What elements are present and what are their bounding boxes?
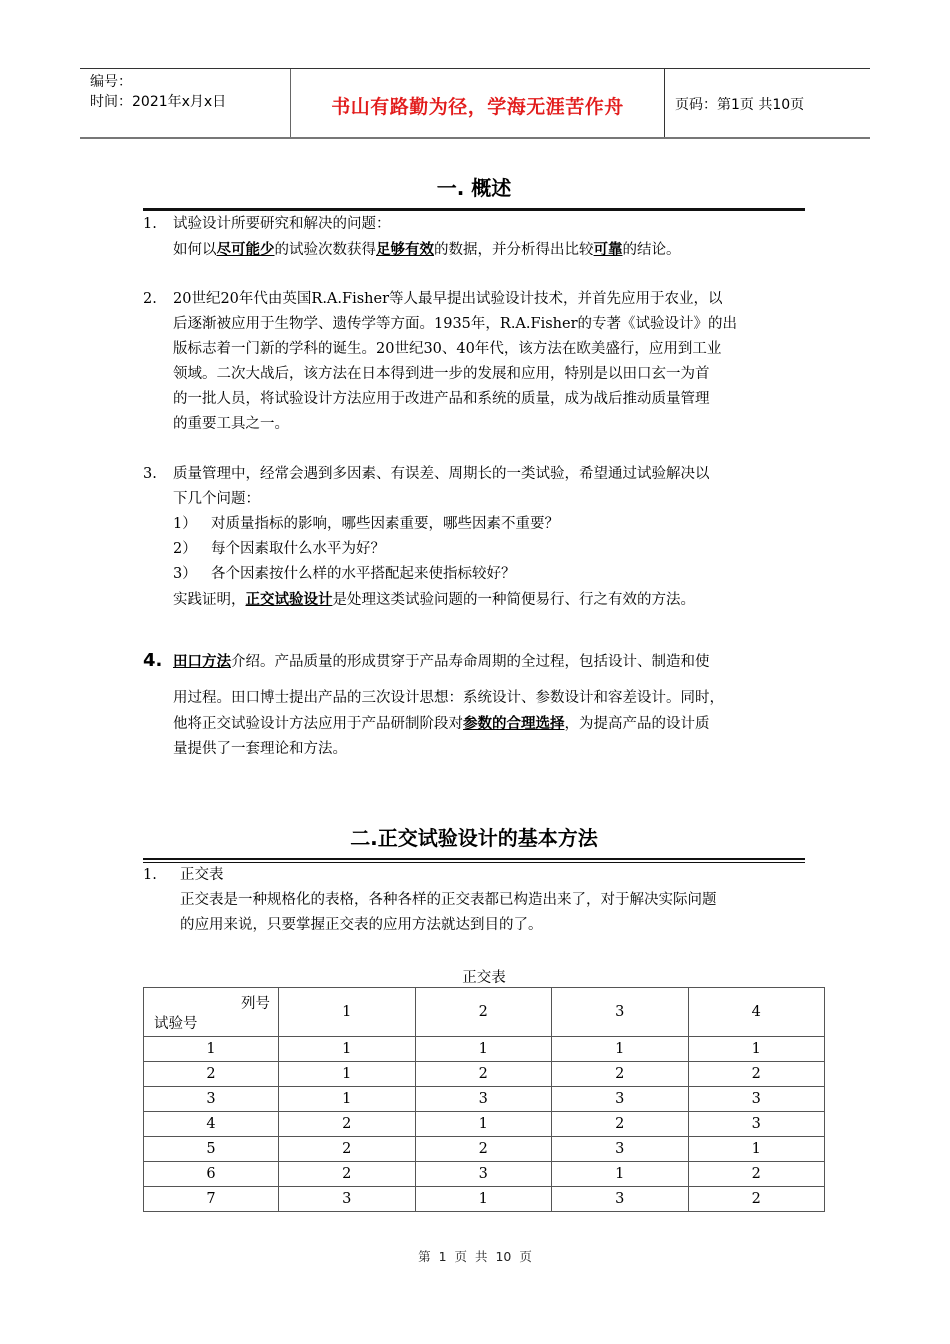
table-cell: 3 [415, 1087, 552, 1112]
text: 他将正交试验设计方法应用于产品研制阶段对 [173, 716, 463, 732]
table-cell: 3 [688, 1087, 825, 1112]
item-4-line-2: 用过程。田口博士提出产品的三次设计思想：系统设计、参数设计和容差设计。同时， [173, 690, 724, 706]
table-cell: 2 [279, 1112, 416, 1137]
item-2-line: 领域。二次大战后，该方法在日本得到进一步的发展和应用，特别是以田口玄一为首 [173, 366, 710, 382]
item-1-number: 1. [143, 216, 157, 232]
sub-item-text: 各个因素按什么样的水平搭配起来使指标较好？ [211, 566, 516, 582]
table-cell: 3 [552, 1087, 689, 1112]
item-2-text [173, 287, 813, 437]
table-cell: 2 [552, 1112, 689, 1137]
table-cell: 2 [415, 1062, 552, 1087]
column-header: 1 [279, 988, 416, 1037]
section-1-rule [143, 208, 805, 211]
section-1-title: 一. 概述 [436, 176, 512, 200]
table-cell: 2 [688, 1187, 825, 1212]
table-cell: 3 [552, 1137, 689, 1162]
table-cell: 1 [279, 1037, 416, 1062]
text: 介绍。产品质量的形成贯穿于产品寿命周期的全过程，包括设计、制造和使 [231, 654, 710, 670]
document-header [80, 68, 870, 139]
item-4-number: 4. [143, 650, 163, 671]
trial-number: 4 [144, 1112, 279, 1137]
item-1-text [173, 212, 813, 263]
table-row [144, 1137, 825, 1162]
item-4-text [173, 649, 813, 762]
trial-number: 5 [144, 1137, 279, 1162]
sub-item-text: 每个因素取什么水平为好？ [211, 541, 385, 557]
table-cell: 2 [552, 1062, 689, 1087]
table-row [144, 1187, 825, 1212]
number-label: 编号： [90, 74, 132, 90]
table-row [144, 1112, 825, 1137]
section-2-title: 二.正交试验设计的基本方法 [350, 826, 598, 850]
orthogonal-table [143, 987, 825, 1212]
item-3-number: 3. [143, 466, 157, 482]
trial-number: 7 [144, 1187, 279, 1212]
table-header-row [144, 988, 825, 1037]
emphasis-reliable: 可靠 [593, 241, 623, 258]
table-row [144, 1062, 825, 1087]
item-2-line: 后逐渐被应用于生物学、遗传学等方面。1935年，R.A.Fisher的专著《试验设计》的出 [173, 316, 737, 332]
table-cell: 2 [279, 1137, 416, 1162]
emphasis-taguchi-method: 田口方法 [173, 653, 231, 670]
table-row [144, 1162, 825, 1187]
item-1-line-2 [173, 237, 813, 263]
trial-number: 3 [144, 1087, 279, 1112]
table-cell: 1 [279, 1062, 416, 1087]
table-cell: 3 [279, 1187, 416, 1212]
s2-item-1-number: 1. [143, 867, 157, 883]
table-cell: 1 [415, 1037, 552, 1062]
column-header-label: 列号 [241, 996, 270, 1012]
item-2-line: 版标志着一门新的学科的诞生。20世纪30、40年代，该方法在欧美盛行，应用到工业 [173, 341, 722, 357]
text: 的试验次数获得 [274, 242, 376, 258]
trial-number: 2 [144, 1062, 279, 1087]
page-footer: 第 1 页 共 10 页 [418, 1249, 532, 1264]
item-2-line: 的一批人员，将试验设计方法应用于改进产品和系统的质量，成为战后推动质量管理 [173, 391, 710, 407]
item-2-line: 的重要工具之一。 [173, 416, 289, 432]
text: 的数据，并分析得出比较 [434, 242, 594, 258]
s2-item-1-line: 正交表是一种规格化的表格，各种各样的正交表都已构造出来了，对于解决实际问题 [180, 892, 717, 908]
table-row [144, 1087, 825, 1112]
table-cell: 1 [279, 1087, 416, 1112]
column-header: 4 [688, 988, 825, 1037]
item-2-line: 20世纪20年代由英国R.A.Fisher等人最早提出试验设计技术，并首先应用于农业，以 [173, 291, 723, 307]
trial-number: 1 [144, 1037, 279, 1062]
header-meta [80, 69, 291, 137]
sub-item-number: 1） [173, 516, 197, 532]
table-cell: 1 [688, 1037, 825, 1062]
text: ，为提高产品的设计质 [564, 716, 710, 732]
item-2-number: 2. [143, 291, 157, 307]
s2-item-1-line: 的应用来说，只要掌握正交表的应用方法就达到目的了。 [180, 917, 543, 933]
table-cell: 1 [415, 1112, 552, 1137]
emphasis-parameter-selection: 参数的合理选择 [463, 715, 565, 732]
sub-item-3 [173, 562, 813, 587]
text: 的结论。 [622, 242, 681, 258]
column-header: 2 [415, 988, 552, 1037]
date-label: 时间：2021年x月x日 [90, 94, 227, 110]
sub-item-number: 3） [173, 566, 197, 582]
text: 是处理这类试验问题的一种简便易行、行之有效的方法。 [332, 592, 695, 608]
item-4-line-4: 量提供了一套理论和方法。 [173, 741, 347, 757]
text: 实践证明， [173, 592, 246, 608]
emphasis-sufficient: 足够有效 [376, 241, 434, 258]
s2-item-1-heading: 正交表 [180, 867, 224, 883]
sub-item-2 [173, 537, 813, 562]
table-caption: 正交表 [462, 970, 506, 986]
s2-item-1-text [180, 863, 820, 938]
table-cell: 2 [415, 1137, 552, 1162]
emphasis-orthogonal-design: 正交试验设计 [245, 591, 333, 608]
table-corner-header [144, 988, 279, 1037]
row-header-label: 试验号 [154, 1016, 198, 1032]
table-cell: 1 [688, 1137, 825, 1162]
item-3-conclusion [173, 587, 813, 613]
item-4-line-3 [173, 711, 813, 737]
item-3-text [173, 462, 813, 613]
table-cell: 3 [415, 1162, 552, 1187]
table-cell: 2 [688, 1062, 825, 1087]
item-3-line: 质量管理中，经常会遇到多因素、有误差、周期长的一类试验，希望通过试验解决以 [173, 466, 710, 482]
table-cell: 1 [552, 1037, 689, 1062]
sub-item-number: 2） [173, 541, 197, 557]
table-row [144, 1037, 825, 1062]
trial-number: 6 [144, 1162, 279, 1187]
table-cell: 3 [688, 1112, 825, 1137]
column-header: 3 [552, 988, 689, 1037]
emphasis-fewest: 尽可能少 [216, 241, 275, 258]
item-3-line: 下几个问题： [173, 491, 260, 507]
header-page-info: 页码：第1页 共10页 [675, 97, 805, 113]
header-motto: 书山有路勤为径，学海无涯苦作舟 [291, 69, 665, 137]
table-cell: 1 [552, 1162, 689, 1187]
item-4-line-1 [173, 649, 813, 675]
table-cell: 2 [279, 1162, 416, 1187]
table-cell: 2 [688, 1162, 825, 1187]
sub-item-1 [173, 512, 813, 537]
item-1-line-1: 试验设计所要研究和解决的问题： [173, 216, 391, 232]
sub-item-text: 对质量指标的影响，哪些因素重要，哪些因素不重要？ [211, 516, 559, 532]
text: 如何以 [173, 242, 217, 258]
table-cell: 1 [415, 1187, 552, 1212]
table-cell: 3 [552, 1187, 689, 1212]
